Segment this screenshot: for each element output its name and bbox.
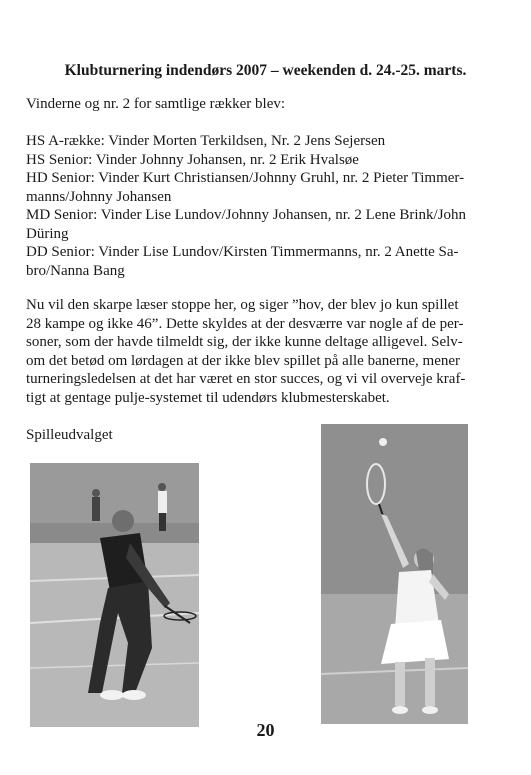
intro-line: Vinderne og nr. 2 for samtlige rækker blev: bbox=[26, 96, 286, 112]
article-title: Klubturnering indendørs 2007 – weekenden d. 24.-25. marts. bbox=[64, 62, 467, 79]
result-line: HS Senior: Vinder Johnny Johansen, nr. 2 Erik Hvalsøe bbox=[26, 151, 359, 168]
paragraph-line: tigt at gentage pulje-systemet til udendørs klubmesterskabet. bbox=[26, 389, 390, 406]
results-list bbox=[26, 132, 490, 280]
result-line: HD Senior: Vinder Kurt Christiansen/Johnny Gruhl, nr. 2 Pieter Timmer- bbox=[26, 170, 465, 186]
result-line: bro/Nanna Bang bbox=[26, 262, 125, 279]
result-line: Düring bbox=[26, 225, 69, 242]
page-number: 20 bbox=[256, 720, 275, 740]
paragraph-line: om det betød om lørdagen at der ikke blev spillet på alle banerne, mener bbox=[26, 352, 461, 369]
photo-tennis-serve-image bbox=[321, 424, 468, 724]
paragraph-line: Nu vil den skarpe læser stoppe her, og siger ”hov, der blev jo kun spillet bbox=[26, 297, 459, 313]
intro-text bbox=[26, 95, 490, 114]
body-paragraph bbox=[26, 296, 490, 407]
paragraph-line: 28 kampe og ikke 46”. Dette skyldes at der desværre var nogle af de per- bbox=[26, 315, 464, 332]
result-line: MD Senior: Vinder Lise Lundov/Johnny Johansen, nr. 2 Lene Brink/John bbox=[26, 207, 467, 223]
photo-tennis-serve bbox=[321, 424, 468, 724]
paragraph-line: soner, som der havde tilmeldt sig, der ikke kunne deltage alligevel. Selv- bbox=[26, 334, 463, 350]
result-line: DD Senior: Vinder Lise Lundov/Kirsten Timmermanns, nr. 2 Anette Sa- bbox=[26, 244, 459, 260]
result-line: manns/Johnny Johansen bbox=[26, 188, 172, 205]
photo-tennis-players bbox=[30, 463, 199, 727]
result-line: HS A-række: Vinder Morten Terkildsen, Nr. 2 Jens Sejersen bbox=[26, 133, 386, 149]
paragraph-line: turneringsledelsen at det har været en stor succes, og vi vil overveje kraf- bbox=[26, 371, 466, 387]
photo-tennis-players-image bbox=[30, 463, 199, 727]
caption-line: Spilleudvalget bbox=[26, 427, 113, 443]
